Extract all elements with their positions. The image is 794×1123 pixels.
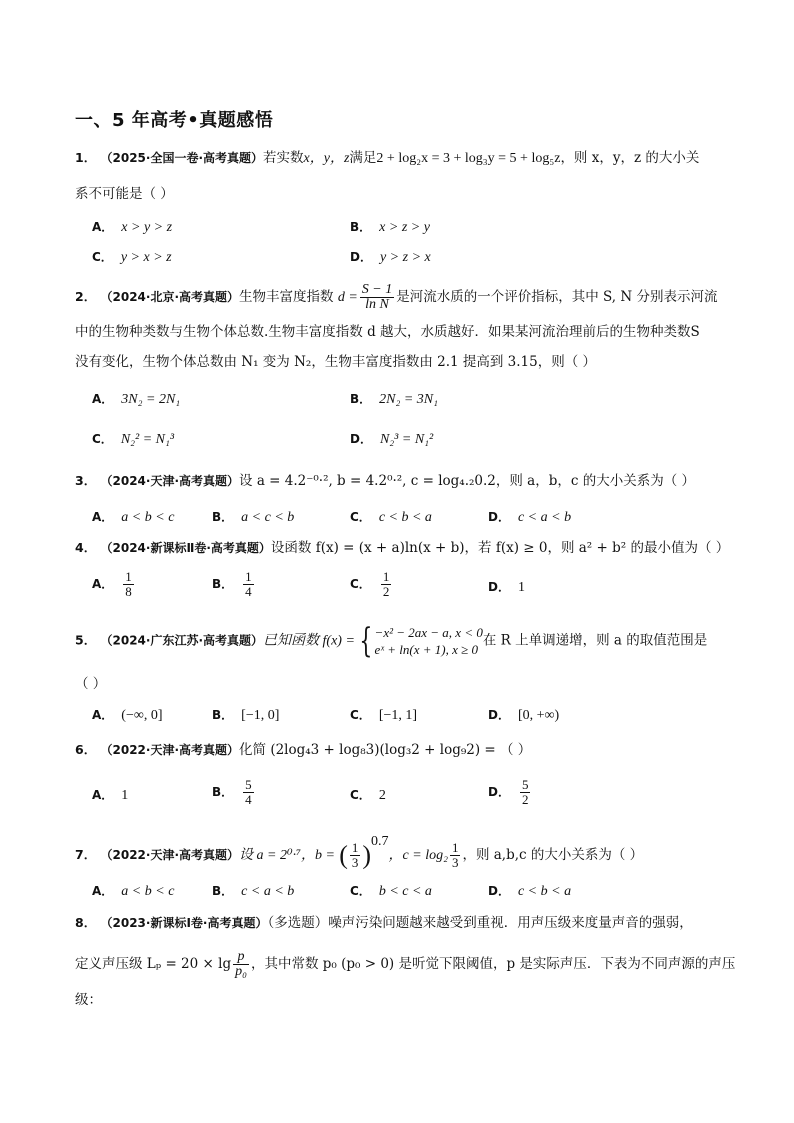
fraction xyxy=(243,570,254,599)
option-label: A． xyxy=(92,884,114,898)
option-text: c < a < b xyxy=(517,510,572,525)
option-b xyxy=(350,390,438,408)
option-c xyxy=(92,430,174,448)
question-1-line-1 xyxy=(75,148,699,169)
option-b xyxy=(212,778,256,807)
math-expression: 设 a = 2⁰·⁷，b = xyxy=(239,848,335,863)
option-c xyxy=(92,248,172,266)
option-label: D． xyxy=(488,785,510,799)
fraction xyxy=(350,841,361,870)
math-expression: 2 + log₂x = 3 + log₃y = 5 + log₅z xyxy=(376,151,561,166)
fraction-numerator: 1 xyxy=(245,569,252,584)
left-paren: ( xyxy=(339,840,348,870)
option-text: 1 xyxy=(121,788,129,803)
option-a xyxy=(92,786,128,804)
question-2-line-1 xyxy=(75,283,717,312)
option-label: D． xyxy=(488,580,510,594)
fraction xyxy=(450,841,461,870)
option-c xyxy=(350,786,386,804)
option-label: C． xyxy=(92,250,113,264)
option-label: A． xyxy=(92,577,114,591)
fraction-numerator: 1 xyxy=(351,840,359,855)
option-b xyxy=(212,508,294,526)
option-label: B． xyxy=(212,708,234,722)
option-label: C． xyxy=(350,884,371,898)
question-3-line-1 xyxy=(75,471,695,491)
question-text: 生物丰富度指数 xyxy=(239,289,334,305)
option-text: [0, +∞) xyxy=(517,708,560,723)
section-title: 一、5 年高考•真题感悟 xyxy=(75,110,274,131)
question-text: 设函数 f(x) = (x + a)ln(x + b)，若 f(x) ≥ 0，则 a² + b² 的最小值为（ ） xyxy=(270,540,730,556)
option-c xyxy=(350,508,432,526)
math-vars: x，y，z xyxy=(303,151,350,166)
question-number: 3． xyxy=(75,473,97,488)
option-text: a < b < c xyxy=(121,884,175,899)
fraction-numerator: p xyxy=(233,950,249,965)
option-text: a < b < c xyxy=(121,510,175,525)
option-b xyxy=(212,882,294,900)
option-text: 3N₂ = 2N₁ xyxy=(121,392,181,407)
fraction-denominator: 2 xyxy=(521,792,529,807)
option-label: A． xyxy=(92,708,114,722)
option-c xyxy=(350,570,393,599)
option-text: 2 xyxy=(378,788,386,803)
math-expression: ，c = log₂ xyxy=(388,848,448,863)
piecewise-cases xyxy=(375,624,483,658)
question-5-line-2: （ ） xyxy=(75,676,107,692)
question-number: 1． xyxy=(75,150,97,165)
question-number: 6． xyxy=(75,742,97,757)
option-label: B． xyxy=(212,510,234,524)
case-1: −x² − 2ax − a, x < 0 xyxy=(374,625,483,640)
question-4-line-1 xyxy=(75,538,729,558)
right-paren: ) xyxy=(362,840,372,870)
option-text: b < c < a xyxy=(378,884,432,899)
option-text: c < b < a xyxy=(517,884,572,899)
option-label: A． xyxy=(92,392,114,406)
fraction xyxy=(123,570,134,599)
option-text: [−1, 1] xyxy=(378,708,418,723)
option-label: C． xyxy=(350,577,371,591)
option-label: B． xyxy=(212,577,234,591)
fraction-numerator: S − 1 xyxy=(361,282,393,297)
question-number: 5． xyxy=(75,632,97,648)
fraction xyxy=(360,283,394,312)
fraction xyxy=(243,778,254,807)
case-2: eˣ + ln(x + 1), x ≥ 0 xyxy=(374,642,478,657)
question-text: 满足 xyxy=(349,150,377,166)
option-a xyxy=(92,508,174,526)
fraction-numerator: 5 xyxy=(245,777,252,792)
option-d xyxy=(488,778,532,807)
option-d xyxy=(350,430,433,448)
fraction-denominator: p₀ xyxy=(235,964,247,979)
fraction-denominator: 4 xyxy=(245,792,252,807)
option-a xyxy=(92,570,136,599)
question-text: 在 R 上单调递增，则 a 的取值范围是 xyxy=(482,632,708,649)
option-label: C． xyxy=(350,708,371,722)
option-text: (−∞, 0] xyxy=(121,708,163,723)
question-number: 7． xyxy=(75,847,97,862)
option-label: A． xyxy=(92,788,114,802)
option-a xyxy=(92,882,174,900)
question-source: （2024·天津·高考真题） xyxy=(100,474,240,488)
option-label: D． xyxy=(350,432,372,446)
fraction-denominator: 3 xyxy=(351,855,359,870)
option-text: c < b < a xyxy=(378,510,432,525)
question-text: 是河流水质的一个评价指标，其中 S, N 分别表示河流 xyxy=(396,289,718,305)
question-source: （2025·全国一卷·高考真题） xyxy=(100,151,264,165)
option-label: A． xyxy=(92,220,114,234)
option-b xyxy=(350,218,430,236)
question-source: （2024·北京·高考真题） xyxy=(100,290,240,304)
question-1-line-2: 系不可能是（ ） xyxy=(75,186,174,202)
left-brace: { xyxy=(359,621,373,661)
option-label: D． xyxy=(488,510,510,524)
fraction xyxy=(233,950,249,979)
question-source: （2022·天津·高考真题） xyxy=(100,743,240,757)
option-text: y > z > x xyxy=(379,250,431,265)
option-label: B． xyxy=(350,392,372,406)
option-label: B． xyxy=(212,785,234,799)
option-label: B． xyxy=(212,884,234,898)
question-text: （多选题）噪声污染问题越来越受到重视．用声压级来度量声音的强弱， xyxy=(267,915,693,931)
math-expression: 已知函数 f(x) = xyxy=(263,633,355,649)
option-text: N₂² = N₁³ xyxy=(120,432,175,447)
option-b xyxy=(212,706,279,724)
option-text: x > z > y xyxy=(379,220,430,235)
fraction-numerator: 1 xyxy=(451,840,459,855)
question-5-line-1 xyxy=(75,621,708,661)
option-text: a < c < b xyxy=(241,510,295,525)
option-text: y > x > z xyxy=(120,250,172,265)
fraction-denominator: 2 xyxy=(382,584,390,599)
option-label: D． xyxy=(488,884,510,898)
option-text: 2N₂ = 3N₁ xyxy=(379,392,439,407)
question-text: ，其中常数 p₀ (p₀ > 0) 是听觉下限阈值，p 是实际声压．下表为不同声源的声压 xyxy=(250,956,736,972)
question-8-line-2 xyxy=(75,950,735,979)
question-text: 若实数 xyxy=(263,150,304,166)
fraction-numerator: 5 xyxy=(521,777,529,792)
option-label: C． xyxy=(350,510,371,524)
fraction-numerator: 1 xyxy=(382,569,390,584)
option-d xyxy=(350,248,431,266)
option-d xyxy=(488,706,559,724)
question-8-line-3: 级： xyxy=(75,992,102,1008)
option-label: A． xyxy=(92,510,114,524)
question-2-line-2: 中的生物种类数与生物个体总数.生物丰富度指数 d 越大，水质越好．如果某河流治理前后的生物种类数S xyxy=(75,324,700,340)
question-2-line-3: 没有变化，生物个体总数由 N₁ 变为 N₂，生物丰富度指数由 2.1 提高到 3.15，则（ ） xyxy=(75,354,597,370)
exponent: 0.7 xyxy=(371,834,389,849)
question-number: 8． xyxy=(75,915,97,930)
question-text: 化简 (2log₄3 + log₈3)(log₃2 + log₉2) = （ ） xyxy=(239,742,532,758)
option-text: N₂³ = N₁² xyxy=(379,432,434,447)
question-text: 定义声压级 Lₚ = 20 × lg xyxy=(75,956,232,972)
option-a xyxy=(92,706,163,724)
question-source: （2023·新课标Ⅰ卷·高考真题） xyxy=(100,916,268,930)
question-number: 4． xyxy=(75,540,97,555)
question-text: ，则 x，y，z 的大小关 xyxy=(560,150,700,166)
fraction-denominator: ln N xyxy=(365,297,389,312)
option-d xyxy=(488,578,525,596)
question-number: 2． xyxy=(75,289,97,304)
question-7-line-1 xyxy=(75,832,643,870)
option-label: D． xyxy=(488,708,510,722)
fraction-denominator: 3 xyxy=(451,855,459,870)
option-label: C． xyxy=(92,432,113,446)
option-a xyxy=(92,390,180,408)
fraction xyxy=(520,778,531,807)
fraction xyxy=(381,570,392,599)
option-label: D． xyxy=(350,250,372,264)
option-label: B． xyxy=(350,220,372,234)
question-source: （2024·广东江苏·高考真题） xyxy=(100,633,264,648)
option-label: C． xyxy=(350,788,371,802)
question-source: （2024·新课标Ⅱ卷·高考真题） xyxy=(100,541,271,555)
option-text: 1 xyxy=(517,580,525,595)
option-c xyxy=(350,882,432,900)
question-6-line-1 xyxy=(75,740,531,760)
option-d xyxy=(488,508,571,526)
question-source: （2022·天津·高考真题） xyxy=(100,848,240,862)
option-text: x > y > z xyxy=(121,220,173,235)
option-text: [−1, 0] xyxy=(241,708,280,723)
fraction-denominator: 4 xyxy=(245,584,252,599)
question-text: 设 a = 4.2⁻⁰·², b = 4.2⁰·², c = log₄.₂0.2，则 a，b，c 的大小关系为（ ） xyxy=(239,473,696,489)
option-a xyxy=(92,218,172,236)
question-text: ，则 a,b,c 的大小关系为（ ） xyxy=(462,847,644,863)
fraction-denominator: 8 xyxy=(125,584,132,599)
math-expression: d = xyxy=(337,290,358,305)
option-d xyxy=(488,882,571,900)
option-c xyxy=(350,706,417,724)
fraction-numerator: 1 xyxy=(125,569,132,584)
question-8-line-1 xyxy=(75,913,693,933)
option-b xyxy=(212,570,256,599)
option-text: c < a < b xyxy=(241,884,295,899)
